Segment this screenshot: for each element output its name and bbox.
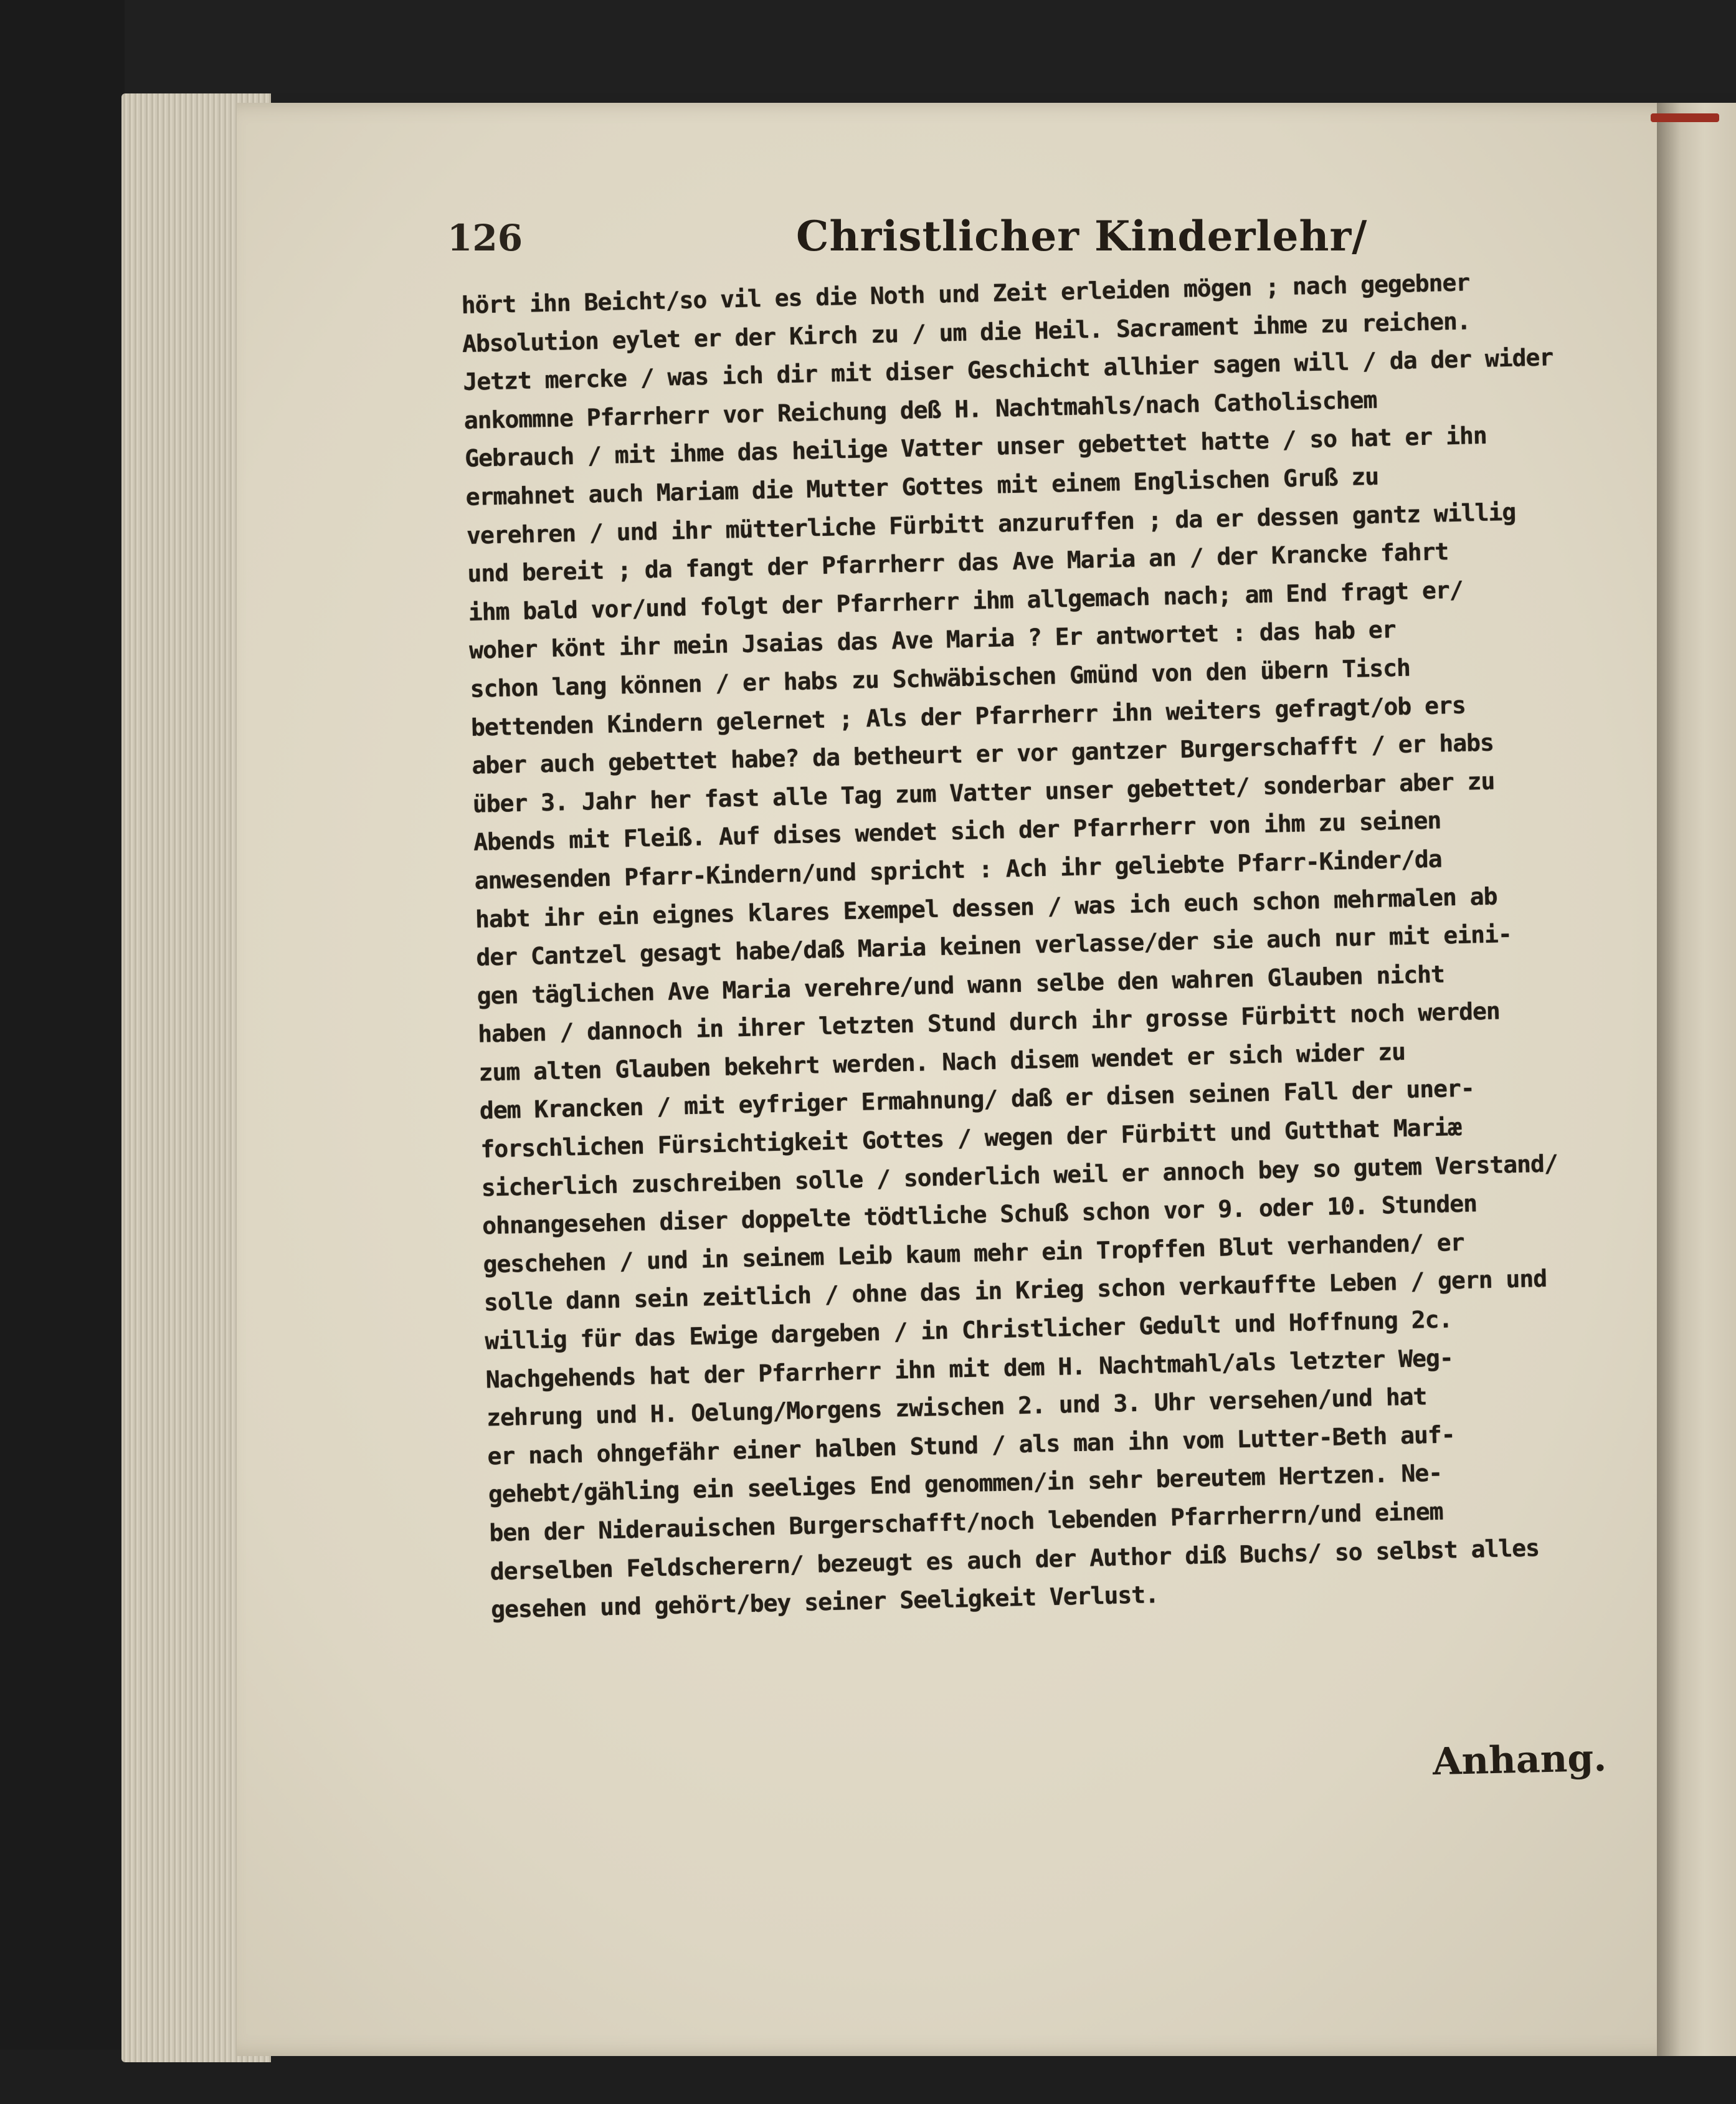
- page-number: 126: [447, 217, 523, 259]
- text-line: habt ihr ein eignes klares Exempel dessen / was ich euch schon mehrmalen ab: [475, 882, 1497, 933]
- text-line: ermahnet auch Mariam die Mutter Gottes mit einem Englischen Gruß zu: [465, 462, 1379, 511]
- text-line: Abends mit Fleiß. Auf dises wendet sich der Pfarrherr von ihm zu seinen: [473, 806, 1441, 857]
- text-line: solle dann sein zeitlich / ohne das in Krieg schon verkauffte Leben / gern und: [483, 1265, 1547, 1317]
- page-header: [447, 212, 1631, 268]
- text-line: derselben Feldscherern/ bezeugt es auch der Author diß Buchs/ so selbst alles: [490, 1533, 1540, 1586]
- text-line: Nachgehends hat der Pfarrherr ihn mit dem H. Nachtmahl/als letzter Weg-: [485, 1343, 1454, 1394]
- text-line: zehrung und H. Oelung/Morgens zwischen 2. und 3. Uhr versehen/und hat: [486, 1383, 1427, 1432]
- text-line: anwesenden Pfarr-Kindern/und spricht : Ach ihr geliebte Pfarr-Kinder/da: [474, 845, 1443, 895]
- text-line: Absolution eylet er der Kirch zu / um die Heil. Sacrament ihme zu reichen.: [462, 307, 1471, 358]
- red-bookmark-edge: [1651, 113, 1719, 122]
- text-line: er nach ohngefähr einer halben Stund / als man ihn vom Lutter-Beth auf-: [487, 1421, 1456, 1470]
- text-line: dem Krancken / mit eyfriger Ermahnung/ daß er disen seinen Fall der uner-: [479, 1074, 1475, 1125]
- text-line: woher könt ihr mein Jsaias das Ave Maria ? Er antwortet : das hab er: [468, 616, 1397, 665]
- text-line: forschlichen Fürsichtigkeit Gottes / wegen der Fürbitt und Gutthat Mariæ: [480, 1113, 1462, 1163]
- body-text: [461, 260, 1656, 1630]
- text-line: ohnangesehen diser doppelte tödtliche Schuß schon vor 9. oder 10. Stunden: [481, 1189, 1477, 1240]
- text-line: gen täglichen Ave Maria verehre/und wann selbe den wahren Glauben nicht: [477, 960, 1445, 1010]
- text-line: ihm bald vor/und folgt der Pfarrherr ihm allgemach nach; am End fragt er/: [468, 576, 1464, 626]
- text-line: hört ihn Beicht/so vil es die Noth und Zeit erleiden mögen ; nach gegebner: [461, 269, 1470, 319]
- text-line: gehebt/gähling ein seeliges End genommen/in sehr bereutem Hertzen. Ne-: [488, 1459, 1443, 1508]
- text-line: zum alten Glauben bekehrt werden. Nach disem wendet er sich wider zu: [478, 1037, 1406, 1087]
- text-line: Gebrauch / mit ihme das heilige Vatter unser gebettet hatte / so hat er ihn: [464, 422, 1487, 473]
- text-line: willig für das Ewige dargeben / in Christlicher Gedult und Hoffnung 2c.: [484, 1305, 1453, 1355]
- text-line: über 3. Jahr her fast alle Tag zum Vatter unser gebettet/ sonderbar aber zu: [472, 767, 1495, 818]
- text-line: und bereit ; da fangt der Pfarrherr das Ave Maria an / der Krancke fahrt: [467, 538, 1449, 588]
- running-title: Christlicher Kinderlehr/: [796, 212, 1368, 260]
- text-line: Jetzt mercke / was ich dir mit diser Geschicht allhier sagen will / da der wider: [462, 343, 1553, 396]
- scan-background-left: [0, 0, 125, 2104]
- text-line: sicherlich zuschreiben solle / sonderlich weil er annoch bey so gutem Verstand/: [481, 1150, 1558, 1202]
- text-line: der Cantzel gesagt habe/daß Maria keinen verlasse/der sie auch nur mit eini-: [475, 920, 1512, 971]
- text-line: verehren / und ihr mütterliche Fürbitt anzuruffen ; da er dessen gantz willig: [466, 498, 1516, 550]
- scan-background-top: [0, 0, 1736, 93]
- text-line: ben der Niderauischen Burgerschafft/noch lebenden Pfarrherrn/und einem: [488, 1497, 1443, 1547]
- text-line: haben / dannoch in ihrer letzten Stund durch ihr grosse Fürbitt noch werden: [477, 997, 1501, 1048]
- text-line: gesehen und gehört/bey seiner Seeligkeit Verlust.: [490, 1581, 1159, 1624]
- text-line: schon lang können / er habs zu Schwäbischen Gmünd von den übern Tisch: [470, 654, 1411, 703]
- text-line: aber auch gebettet habe? da betheurt er vor gantzer Burgerschafft / er habs: [471, 728, 1494, 779]
- text-line: ankommne Pfarrherr vor Reichung deß H. Nachtmahls/nach Catholischem: [463, 386, 1377, 434]
- text-line: geschehen / und in seinem Leib kaum mehr ein Tropffen Blut verhanden/ er: [483, 1228, 1464, 1278]
- facing-page-edge: [1657, 103, 1736, 2056]
- catchword: Anhang.: [1432, 1736, 1607, 1784]
- text-line: bettenden Kindern gelernet ; Als der Pfarrherr ihn weiters gefragt/ob ers: [470, 691, 1466, 741]
